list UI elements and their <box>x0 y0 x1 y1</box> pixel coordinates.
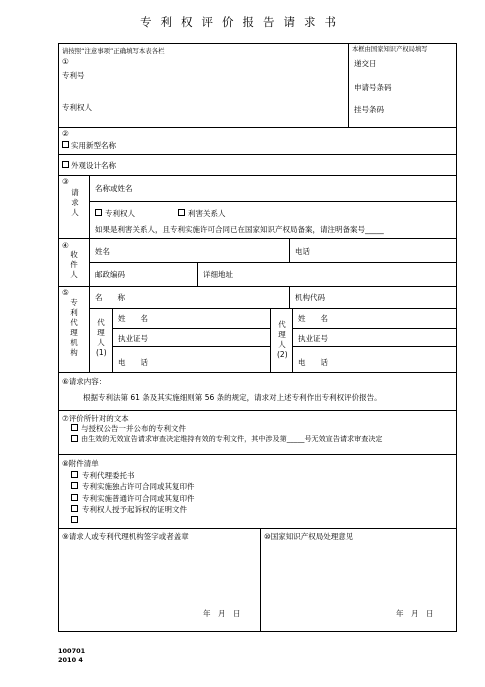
s10-label: ⑩国家知识产权局处理意见 <box>264 532 354 541</box>
form-code: 100701 <box>58 647 86 655</box>
text-basis-invalidation-checkbox[interactable] <box>71 435 78 442</box>
s3-side-label: 请求人 <box>71 188 79 217</box>
recipient-address-label[interactable]: 详细地址 <box>203 270 233 279</box>
attachment-checkbox[interactable] <box>71 494 78 501</box>
form-version: 2010 4 <box>58 656 83 664</box>
application-barcode-label: 申请号条码 <box>354 83 392 92</box>
attachment-checkbox[interactable] <box>71 505 78 512</box>
form-title: 专利权评价报告请求书 <box>140 15 345 29</box>
requester-interested-label: 利害关系人 <box>188 209 226 218</box>
s5-side-divider <box>89 286 90 372</box>
agency-code-label[interactable]: 机构代码 <box>295 293 325 302</box>
agent2-name-label[interactable]: 姓 名 <box>298 314 328 323</box>
text-basis-invalidation-label: 由生效的无效宣告请求审查决定维持有效的专利文件，其中涉及第_____号无效宣告请求审查决定 <box>81 434 383 443</box>
attachment-checkbox[interactable] <box>71 516 78 523</box>
agent2-phone-label[interactable]: 电 话 <box>298 358 328 367</box>
divider <box>58 127 457 128</box>
text-basis-granted-checkbox[interactable] <box>71 424 78 431</box>
recipient-postcode-label[interactable]: 邮政编码 <box>95 270 125 279</box>
divider <box>89 308 457 309</box>
patent-no-label[interactable]: 专利号 <box>62 71 85 80</box>
attachment-item: 专利代理委托书 <box>82 471 135 480</box>
agent2-license-label[interactable]: 执业证号 <box>298 334 328 343</box>
divider <box>58 372 457 373</box>
s3-number: ③ <box>62 177 69 186</box>
divider <box>112 328 270 329</box>
attachment-item: 专利权人授予起诉权的证明文件 <box>82 505 187 514</box>
divider <box>58 454 457 455</box>
divider <box>58 410 457 411</box>
text-basis-granted-label: 与授权公告一并公布的专利文件 <box>81 424 186 433</box>
s2-number: ② <box>62 129 69 138</box>
divider <box>58 528 457 529</box>
s5-number: ⑤ <box>62 288 69 297</box>
s10-date[interactable]: 年 月 日 <box>396 609 434 618</box>
divider <box>58 238 457 239</box>
registration-barcode-label: 挂号条码 <box>354 105 384 114</box>
fill-note: 请按照“注意事项”正确填写本表各栏 <box>62 47 165 55</box>
office-box-left <box>348 43 349 127</box>
signature-column-divider <box>260 528 261 632</box>
s6-label: ⑥请求内容： <box>62 377 107 386</box>
divider <box>112 346 270 347</box>
agent1-side-label: 代理人(1) <box>96 318 107 357</box>
recipient-phone-label[interactable]: 电话 <box>295 247 310 256</box>
patentee-label[interactable]: 专利权人 <box>62 103 92 112</box>
agent2-side-label: 代理人(2) <box>277 320 288 359</box>
requester-name-label[interactable]: 名称或姓名 <box>95 184 133 193</box>
attachment-checkbox[interactable] <box>71 482 78 489</box>
attachment-item: 专利实施独占许可合同或其复印件 <box>82 482 195 491</box>
s5-side-label: 专利代理机构 <box>70 298 78 357</box>
utility-model-checkbox[interactable] <box>62 141 69 148</box>
s3-side-divider <box>89 175 90 238</box>
agent1-name-label[interactable]: 姓 名 <box>118 314 148 323</box>
submit-date-label: 递交日 <box>354 59 377 68</box>
attachment-checkbox[interactable] <box>71 471 78 478</box>
requester-interested-checkbox[interactable] <box>178 209 185 216</box>
divider <box>89 262 457 263</box>
divider <box>292 328 457 329</box>
s9-label: ⑨请求人或专利代理机构签字或者盖章 <box>62 532 189 541</box>
design-checkbox[interactable] <box>62 161 69 168</box>
requester-patentee-checkbox[interactable] <box>95 209 102 216</box>
office-box-header: 本框由国家知识产权局填写 <box>352 46 428 53</box>
cell-divider <box>289 286 290 308</box>
s7-label: ⑦评价所针对的文本 <box>62 414 129 423</box>
attachment-item: 专利实施普通许可合同或其复印件 <box>82 494 195 503</box>
s9-date[interactable]: 年 月 日 <box>203 609 241 618</box>
utility-model-label: 实用新型名称 <box>71 141 116 150</box>
agent1-phone-label[interactable]: 电 话 <box>118 358 148 367</box>
license-record-note: 如果是利害关系人，且专利实施许可合同已在国家知识产权局备案，请注明备案号_____ <box>95 225 384 234</box>
agent1-side-divider <box>112 308 113 372</box>
divider <box>58 154 457 155</box>
agent-column-divider <box>270 308 271 372</box>
cell-divider <box>289 238 290 262</box>
recipient-name-label[interactable]: 姓名 <box>95 247 110 256</box>
design-label: 外观设计名称 <box>71 161 116 170</box>
divider <box>292 346 457 347</box>
divider <box>58 175 457 176</box>
divider <box>89 201 457 202</box>
requester-patentee-label: 专利权人 <box>105 209 135 218</box>
agent2-side-divider <box>292 308 293 372</box>
s1-number: ① <box>62 57 69 66</box>
agent1-license-label[interactable]: 执业证号 <box>118 334 148 343</box>
agency-name-label[interactable]: 名 称 <box>95 293 125 302</box>
cell-divider <box>197 262 198 286</box>
divider <box>58 286 457 287</box>
s8-label: ⑧附件清单 <box>62 459 99 468</box>
s4-number: ④ <box>62 241 69 250</box>
s4-side-label: 收件人 <box>70 250 78 279</box>
request-content: 根据专利法第 61 条及其实施细则第 56 条的规定，请求对上述专利作出专利权评价报告。 <box>83 393 382 402</box>
